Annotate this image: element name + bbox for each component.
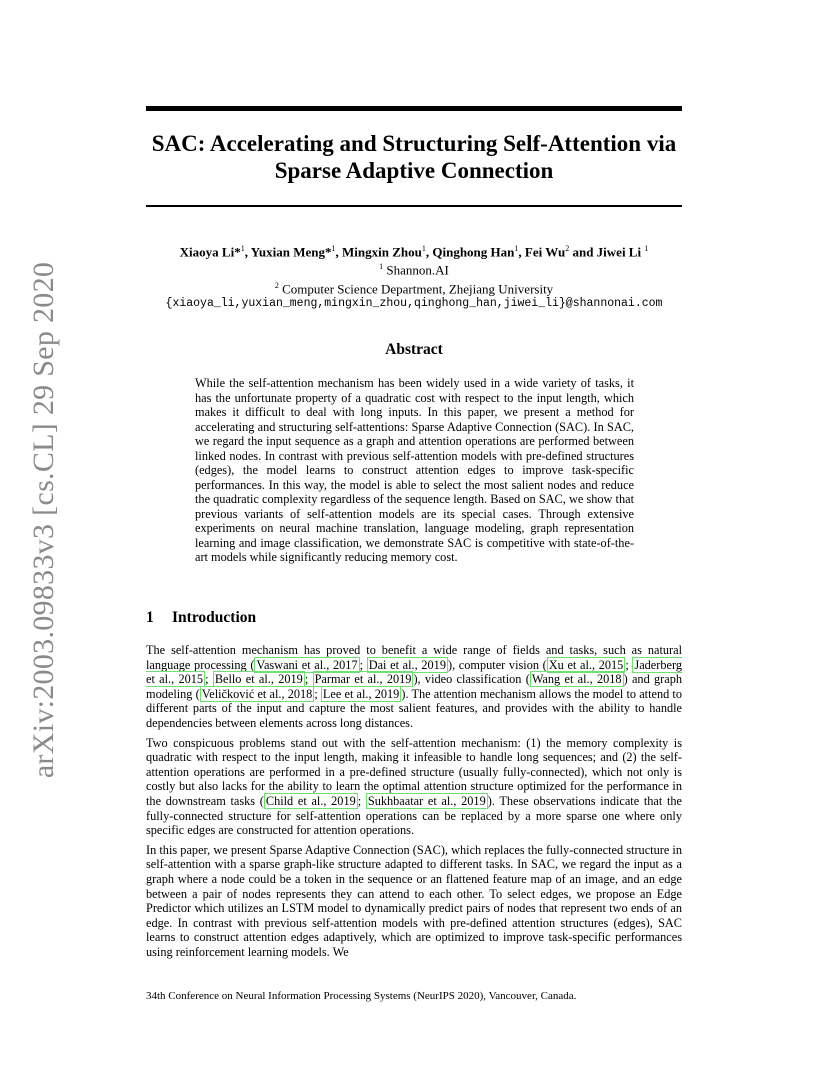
affiliation-mark: 1 bbox=[379, 262, 384, 272]
arxiv-sidebar-stamp bbox=[14, 261, 74, 779]
affiliation-text: Computer Science Department, Zhejiang University bbox=[278, 280, 554, 296]
text-run: ), computer vision ( bbox=[447, 657, 547, 672]
abstract-text: While the self-attention mechanism has been widely used in a wide variety of tasks, it has the unfortunate property of a quadratic cost with respect to the input length, which makes it difficult to deal with long inputs. In this paper, we present a method for accelerating and structuring self-attentions: Sparse Adaptive Connection (SAC). In SAC, we regard the input sequence as a graph and attention operations are performed between linked nodes. In contrast with previous self-attention models with pre-defined structures (edges), the model learns to construct attention edges to improve task-specific performances. In this way, the model is able to select the most salient nodes and reduce the quadratic complexity regardless of the sequence length. Based on SAC, we show that previous variants of self-attention models are its special cases. Through extensive experiments on neural machine translation, language modeling, graph representation learning and image classification, we demonstrate SAC is competitive with state-of-the-art models while significantly reducing memory cost. bbox=[195, 376, 634, 564]
citation-link[interactable]: Sukhbaatar et al., 2019 bbox=[367, 793, 486, 808]
section-heading-introduction bbox=[146, 609, 256, 627]
author-block bbox=[120, 241, 708, 311]
text-run: ) and graph modeling ( bbox=[146, 672, 683, 701]
text-run: The self-attention mechanism has proved to benefit a wide range of fields and tasks, such as natural language processing ( bbox=[146, 643, 682, 672]
citation-link[interactable]: Dai et al., 2019 bbox=[368, 657, 446, 672]
abstract-heading: Abstract bbox=[385, 341, 443, 358]
arxiv-id: arXiv:2003.09833v3 [cs.CL] 29 Sep 2020 bbox=[27, 261, 60, 779]
paragraph-1 bbox=[146, 643, 682, 731]
text-run: ; bbox=[205, 672, 213, 687]
citation-link[interactable]: Xu et al., 2015 bbox=[548, 657, 624, 672]
citation-link[interactable]: Wang et al., 2018 bbox=[531, 672, 622, 687]
paragraph-3: In this paper, we present Sparse Adaptive Connection (SAC), which replaces the fully-connected structure in self-attention with a sparse graph-like structure adapted to different tasks. In SAC, we regard the input as a graph where a node could be a token in the sequence or an flattened feature map of an image, and an edge between a pair of nodes represents they can attend to each other. To select edges, we propose an Edge Predictor which utilizes an LSTM model to dynamically predict pairs of nodes that represent two ends of an edge. In contrast with previous self-attention models with pre-defined attention structures (edges), SAC learns to construct attention edges adaptively, which are optimized to improve task-specific performances using reinforcement learning models. We bbox=[146, 842, 682, 959]
text-run: ; bbox=[625, 657, 633, 672]
text-run: ; bbox=[357, 793, 366, 808]
paper-title-line2: Sparse Adaptive Connection bbox=[274, 158, 554, 183]
author-affil-mark: 1 bbox=[421, 244, 426, 253]
section-number: 1 bbox=[146, 609, 154, 626]
author-name: , Mingxin Zhou bbox=[335, 244, 422, 260]
author-name: , Fei Wu bbox=[518, 244, 566, 260]
text-run: ; bbox=[314, 686, 321, 701]
citation-link[interactable]: Jaderberg et al., 2015 bbox=[146, 657, 682, 687]
affiliation-text: Shannon.AI bbox=[383, 262, 449, 278]
author-affil-mark: 2 bbox=[565, 244, 570, 253]
title-rule-bottom bbox=[146, 205, 682, 207]
paragraph-2 bbox=[146, 736, 682, 838]
author-affil-mark: 1 bbox=[644, 244, 649, 253]
author-name: , Qinghong Han bbox=[425, 244, 515, 260]
author-name: Xiaoya Li* bbox=[179, 244, 241, 260]
text-run: ), video classification ( bbox=[413, 672, 530, 687]
text-run: ; bbox=[304, 672, 313, 687]
author-affil-mark: 1 bbox=[514, 244, 519, 253]
paper-title bbox=[146, 130, 682, 184]
affiliation-mark: 2 bbox=[274, 280, 279, 290]
text-run: Two conspicuous problems stand out with the self-attention mechanism: (1) the memory complexity is quadratic with respect to the input length, making it infeasible to handle long sequences; and (2) the self-attention operations are performed in a pre-defined structure (usually fully-connected), which not only is costly but also lacks for the ability to learn the optimal attention structure optimized for the performance in the downstream tasks ( bbox=[146, 735, 682, 808]
affiliation-2 bbox=[120, 278, 708, 296]
author-name: , Yuxian Meng* bbox=[244, 244, 332, 260]
conference-footnote: 34th Conference on Neural Information Processing Systems (NeurIPS 2020), Vancouver, Canada. bbox=[146, 990, 577, 1002]
citation-link[interactable]: Lee et al., 2019 bbox=[322, 686, 400, 701]
title-rule-top bbox=[146, 106, 682, 111]
author-emails: {xiaoya_li,yuxian_meng,mingxin_zhou,qinghong_han,jiwei_li}@shannonai.com bbox=[165, 296, 663, 310]
affiliation-1 bbox=[120, 259, 708, 277]
introduction-body bbox=[146, 643, 682, 964]
citation-link[interactable]: Bello et al., 2019 bbox=[214, 672, 303, 687]
paper-title-line1: SAC: Accelerating and Structuring Self-Attention via bbox=[151, 131, 677, 156]
citation-link[interactable]: Vaswani et al., 2017 bbox=[256, 657, 358, 672]
citation-link[interactable]: Child et al., 2019 bbox=[265, 793, 356, 808]
author-affil-mark: 1 bbox=[331, 244, 336, 253]
author-affil-mark: 1 bbox=[240, 244, 245, 253]
citation-link[interactable]: Veličković et al., 2018 bbox=[201, 686, 313, 701]
citation-link[interactable]: Parmar et al., 2019 bbox=[314, 672, 412, 687]
section-title: Introduction bbox=[172, 609, 257, 626]
text-run: ; bbox=[359, 657, 367, 672]
text-run: ). These observations indicate that the fully-connected structure for self-attention operations can be replaced by a more sparse one where only specific edges are constructed for attention operations. bbox=[146, 793, 682, 838]
author-name: and Jiwei Li bbox=[569, 244, 645, 260]
author-names bbox=[120, 241, 708, 259]
text-run: ). The attention mechanism allows the model to attend to different parts of the input and capture the most salient features, and provides with the ability to handle dependencies between elements across long distances. bbox=[146, 686, 682, 730]
